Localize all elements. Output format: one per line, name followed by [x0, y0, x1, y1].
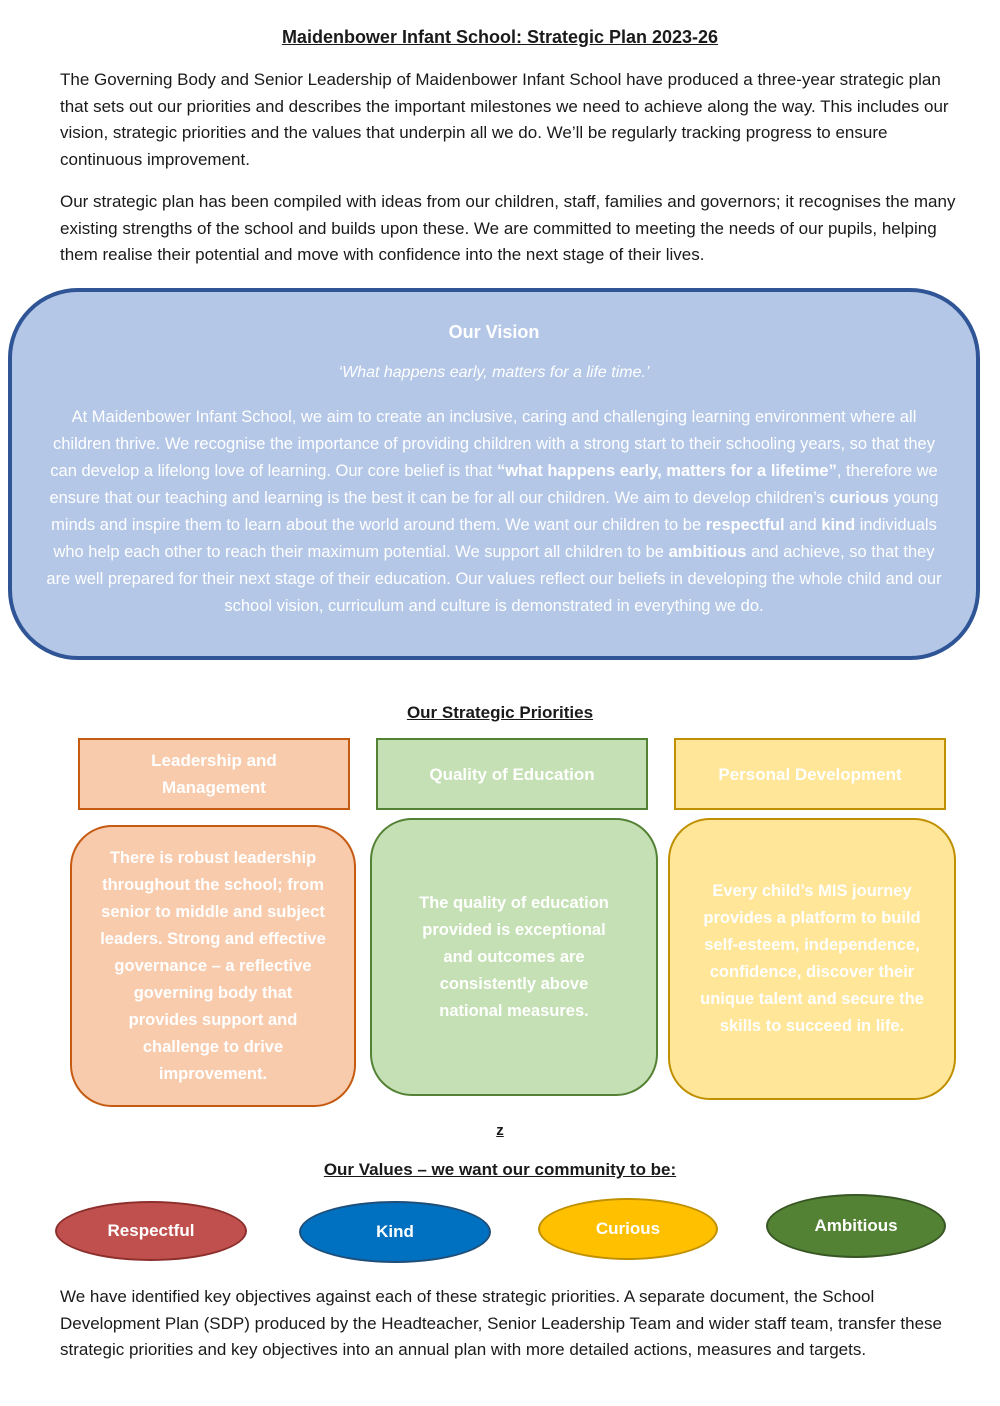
vision-heading: Our Vision: [448, 322, 540, 342]
intro-paragraph-1: The Governing Body and Senior Leadership of Maidenbower Infant School have produced a three-year strategic plan that sets out our priorities and describes the important milestones we need to achieve along the way. This includes our vision, strategic priorities and the values that underpin all we do. We’ll be regularly tracking progress to ensure continuous improvement.: [60, 70, 949, 169]
vision-statement: [42, 404, 946, 620]
value-label: Ambitious: [814, 1216, 898, 1235]
vision-text: young minds and inspire them to learn about the world around them. We want our children to be: [51, 489, 939, 534]
stray-character: z: [496, 1122, 504, 1139]
value-label: Kind: [376, 1222, 414, 1241]
priority-title-personal-development: Personal Development: [674, 738, 946, 810]
value-oval-curious: [538, 1198, 718, 1260]
value-oval-kind: [299, 1201, 491, 1263]
priorities-heading: Our Strategic Priorities: [406, 703, 594, 722]
intro-paragraph-2: Our strategic plan has been compiled with ideas from our children, staff, families and governors; it recognises the many existing strengths of the school and builds upon these. We are committed to meeting the needs of our pupils, helping them realise their potential and move with confidence into the next stage of their lives.: [60, 192, 956, 264]
value-oval-ambitious: [766, 1194, 946, 1258]
vision-emphasis: curious: [829, 489, 889, 507]
priority-description-quality-of-education: The quality of education provided is exceptional and outcomes are consistently above national measures.: [370, 818, 658, 1096]
vision-emphasis: respectful: [705, 516, 785, 534]
value-label: Curious: [595, 1219, 661, 1238]
vision-text: and achieve, so that they are well prepared for their next stage of their education. Our values reflect our beliefs in developing the whole child and our school vision, curriculum and culture is demonstrated in everything we do.: [46, 543, 942, 615]
priority-description-personal-development: Every child’s MIS journey provides a platform to build self-esteem, independence, confidence, discover their unique talent and secure the skills to succeed in life.: [668, 818, 956, 1100]
values-heading: Our Values – we want our community to be:: [323, 1160, 677, 1179]
vision-text: , therefore we ensure that our teaching and learning is the best it can be for all our children. We aim to develop children’s: [49, 462, 938, 507]
vision-text: individuals who help each other to reach their maximum potential. We support all children to be: [53, 516, 937, 561]
vision-panel: [8, 288, 980, 660]
value-oval-respectful: [55, 1201, 247, 1261]
vision-text: At Maidenbower Infant School, we aim to create an inclusive, caring and challenging learning environment where all children thrive. We recognise the importance of providing children with a strong start to their schooling years, so that they can develop a lifelong love of learning. Our core belief is that: [50, 408, 935, 480]
closing-paragraph: We have identified key objectives against each of these strategic priorities. A separate document, the School Development Plan (SDP) produced by the Headteacher, Senior Leadership Team and wider staff team, transfer these strategic priorities and key objectives into an annual plan with more detailed actions, measures and targets.: [60, 1287, 942, 1359]
vision-text: and: [784, 516, 822, 534]
vision-emphasis: ambitious: [668, 543, 747, 561]
document-title: Maidenbower Infant School: Strategic Plan 2023-26: [281, 27, 719, 47]
priority-title-leadership: Leadership and Management: [78, 738, 350, 810]
vision-quote: ‘What happens early, matters for a life time.’: [338, 364, 650, 381]
priority-title-quality-of-education: Quality of Education: [376, 738, 648, 810]
value-label: Respectful: [107, 1221, 195, 1240]
priority-description-leadership: There is robust leadership throughout the school; from senior to middle and subject leaders. Strong and effective governance – a reflective governing body that provides support and challenge to drive improvement.: [70, 825, 356, 1107]
vision-emphasis: kind: [821, 516, 856, 534]
vision-emphasis: “what happens early, matters for a lifetime”: [496, 462, 837, 480]
